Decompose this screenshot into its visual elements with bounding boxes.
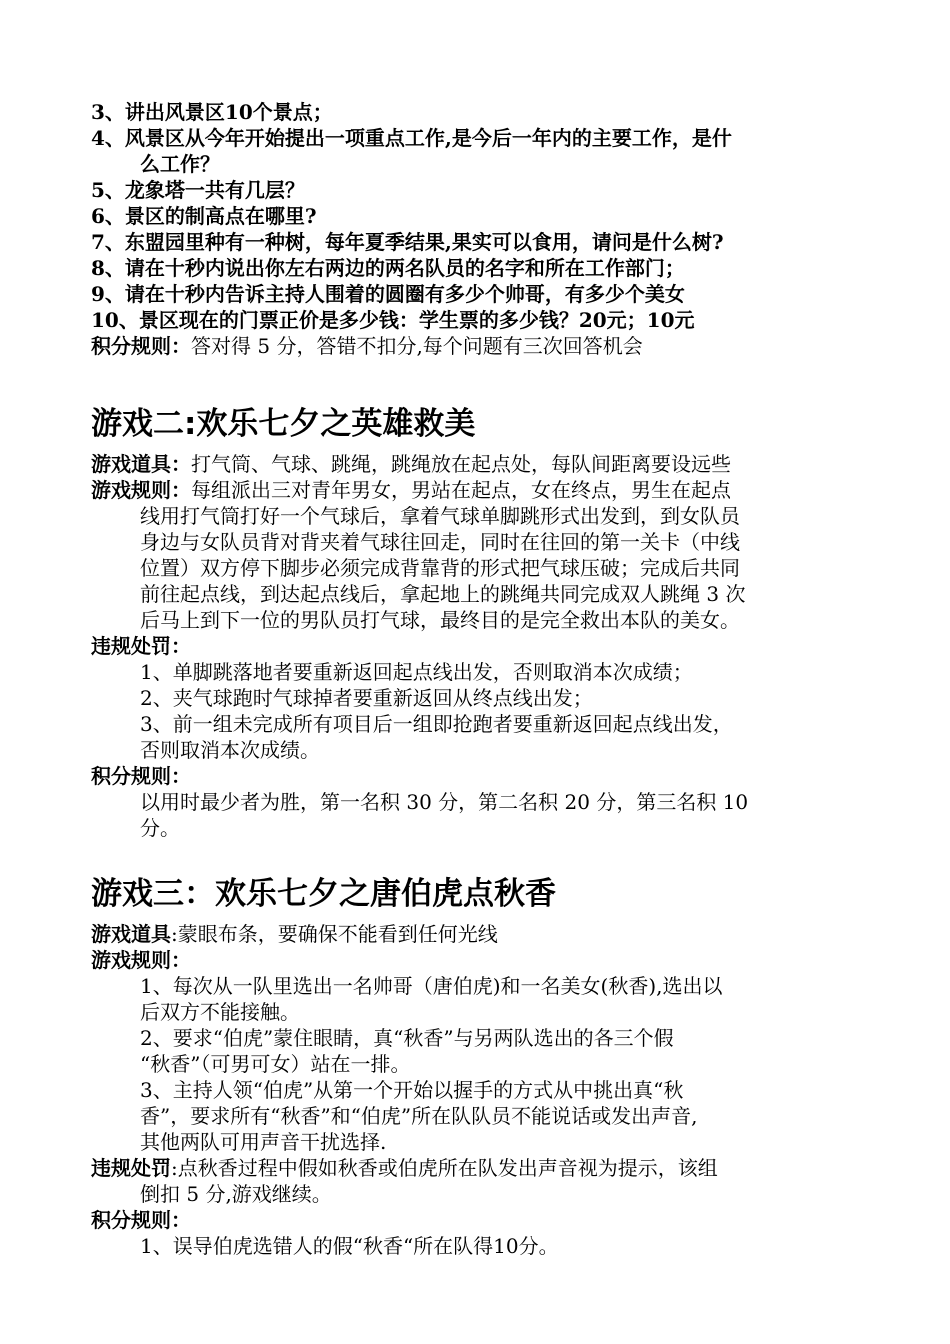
rules-line: 2、要求“伯虎”蒙住眼睛，真“秋香”与另两队选出的各三个假	[140, 1026, 674, 1050]
props-text: :蒙眼布条，要确保不能看到任何光线	[171, 922, 498, 946]
rules-line: 每组派出三对青年男女，男站在起点，女在终点，男生在起点	[191, 478, 731, 502]
question-10: 10、景区现在的门票正价是多少钱：学生票的多少钱？20元；10元	[91, 308, 695, 332]
violation-label: 违规处罚	[91, 1156, 171, 1180]
game2-rules	[91, 477, 731, 503]
props-label: 游戏道具：	[91, 452, 191, 476]
violation-line: 1、单脚跳落地者要重新返回起点线出发，否则取消本次成绩；	[140, 660, 693, 684]
rules-line: 身边与女队员背对背夹着气球往回走，同时在往回的第一关卡（中线	[140, 530, 740, 554]
question-6: 6、景区的制高点在哪里?	[91, 204, 317, 228]
rules-line: 1、每次从一队里选出一名帅哥（唐伯虎)和一名美女(秋香),选出以	[140, 974, 723, 998]
game3-violation	[91, 1155, 718, 1181]
question-4: 4、风景区从今年开始提出一项重点工作,是今后一年内的主要工作，是什	[91, 126, 732, 150]
violation-line: 倒扣 5 分,游戏继续。	[140, 1182, 332, 1206]
violation-text: :点秋香过程中假如秋香或伯虎所在队发出声音视为提示，该组	[171, 1156, 718, 1180]
props-text: 打气筒、气球、跳绳，跳绳放在起点处，每队间距离要设远些	[191, 452, 731, 476]
game3-title: 游戏三：欢乐七夕之唐伯虎点秋香	[91, 876, 556, 912]
question-9: 9、请在十秒内告诉主持人围着的圆圈有多少个帅哥，有多少个美女	[91, 282, 685, 306]
rules-line: “秋香”（可男可女）站在一排。	[140, 1052, 411, 1076]
rules-label: 游戏规则：	[91, 478, 191, 502]
violation-label: 违规处罚：	[91, 634, 191, 658]
score-line: 1、误导伯虎选错人的假“秋香“所在队得10分。	[140, 1234, 559, 1258]
question-7: 7、东盟园里种有一种树，每年夏季结果,果实可以食用，请问是什么树?	[91, 230, 724, 254]
score-text: 答对得 5 分，答错不扣分,每个问题有三次回答机会	[191, 334, 643, 358]
score-line: 以用时最少者为胜，第一名积 30 分，第二名积 20 分，第三名积 10	[140, 790, 749, 814]
rules-line: 香”，要求所有“秋香”和“伯虎”所在队队员不能说话或发出声音,	[140, 1104, 698, 1128]
rules-label: 游戏规则：	[91, 948, 191, 972]
score-label: 积分规则：	[91, 1208, 191, 1232]
game2-props	[91, 451, 731, 477]
rules-line: 线用打气筒打好一个气球后，拿着气球单脚跳形式出发到，到女队员	[140, 504, 740, 528]
violation-line: 否则取消本次成绩。	[140, 738, 320, 762]
game2-title: 游戏二:欢乐七夕之英雄救美	[91, 406, 476, 442]
rules-line: 后马上到下一位的男队员打气球，最终目的是完全救出本队的美女。	[140, 608, 740, 632]
question-5: 5、龙象塔一共有几层？	[91, 178, 305, 202]
score-line: 分。	[140, 816, 180, 840]
section1-score	[91, 333, 643, 359]
rules-line: 3、主持人领“伯虎”从第一个开始以握手的方式从中挑出真“秋	[140, 1078, 684, 1102]
score-label: 积分规则：	[91, 334, 191, 358]
props-label: 游戏道具	[91, 922, 171, 946]
violation-line: 3、前一组未完成所有项目后一组即抢跑者要重新返回起点线出发，	[140, 712, 733, 736]
game3-props	[91, 921, 498, 947]
score-label: 积分规则：	[91, 764, 191, 788]
question-4-cont: 么工作？	[140, 152, 220, 176]
violation-line: 2、夹气球跑时气球掉者要重新返回从终点线出发；	[140, 686, 593, 710]
rules-line: 后双方不能接触。	[140, 1000, 300, 1024]
question-3: 3、讲出风景区10个景点；	[91, 100, 333, 124]
question-8: 8、请在十秒内说出你左右两边的两名队员的名字和所在工作部门；	[91, 256, 685, 280]
rules-line: 其他两队可用声音干扰选择.	[140, 1130, 387, 1154]
rules-line: 前往起点线，到达起点线后，拿起地上的跳绳共同完成双人跳绳 3 次	[140, 582, 746, 606]
rules-line: 位置）双方停下脚步必须完成背靠背的形式把气球压破；完成后共同	[140, 556, 740, 580]
